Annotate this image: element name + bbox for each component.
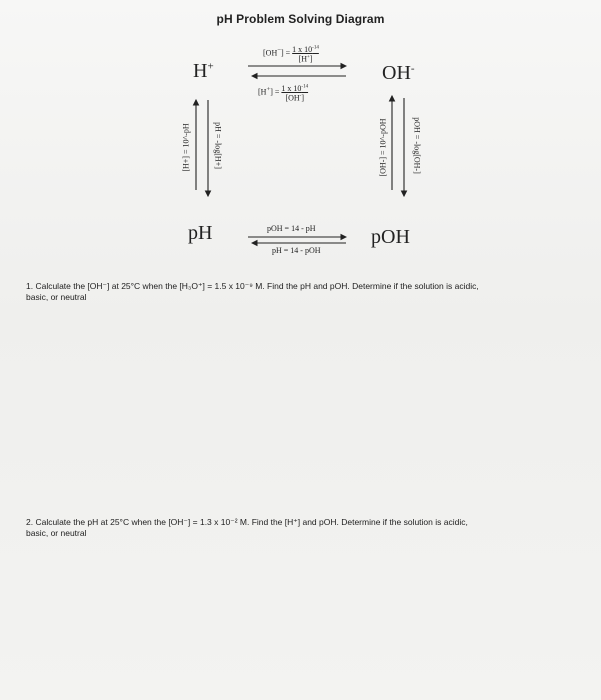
formula-poh-from-oh: pOH = -log[OH-] — [412, 117, 422, 174]
question-1-line-2: basic, or neutral — [26, 292, 87, 302]
node-ph: pH — [188, 222, 213, 244]
question-1 — [26, 281, 586, 303]
question-2 — [26, 517, 586, 539]
formula-oh-from-h: [OH−] = 1 x $10^{-14}$ [H+] — [263, 44, 319, 64]
formula-oh-from-poh: [OH-] = 10^-pOH — [378, 118, 388, 177]
node-poh: pOH — [371, 226, 410, 248]
page-title: pH Problem Solving Diagram — [216, 12, 385, 26]
formula-ph-from-h: pH = -log[H+] — [213, 122, 223, 169]
question-2-line-1: 2. Calculate the pH at 25°C when the [OH⁻] = 1.3 x 10⁻² M. Find the [H⁺] and pOH. Determine if the solution is acidic, — [26, 517, 468, 527]
question-2-line-2: basic, or neutral — [26, 528, 87, 538]
question-1-line-1: 1. Calculate the [OH⁻] at 25°C when the [H₃O⁺] = 1.5 x 10⁻⁹ M. Find the pH and pOH. Determine if the solution is acidic, — [26, 281, 479, 291]
formula-h-from-ph: [H+] = 10^-pH — [181, 123, 191, 172]
formula-h-from-oh: [H+] = 1 x $10^{-14}$ [OH-] — [258, 83, 309, 103]
formula-ph-from-poh: pH = 14 - pOH — [272, 246, 321, 255]
node-h-plus: H+ — [193, 60, 214, 82]
formula-poh-from-ph: pOH = 14 - pH — [267, 224, 316, 233]
node-oh-minus: OH- — [382, 62, 415, 84]
